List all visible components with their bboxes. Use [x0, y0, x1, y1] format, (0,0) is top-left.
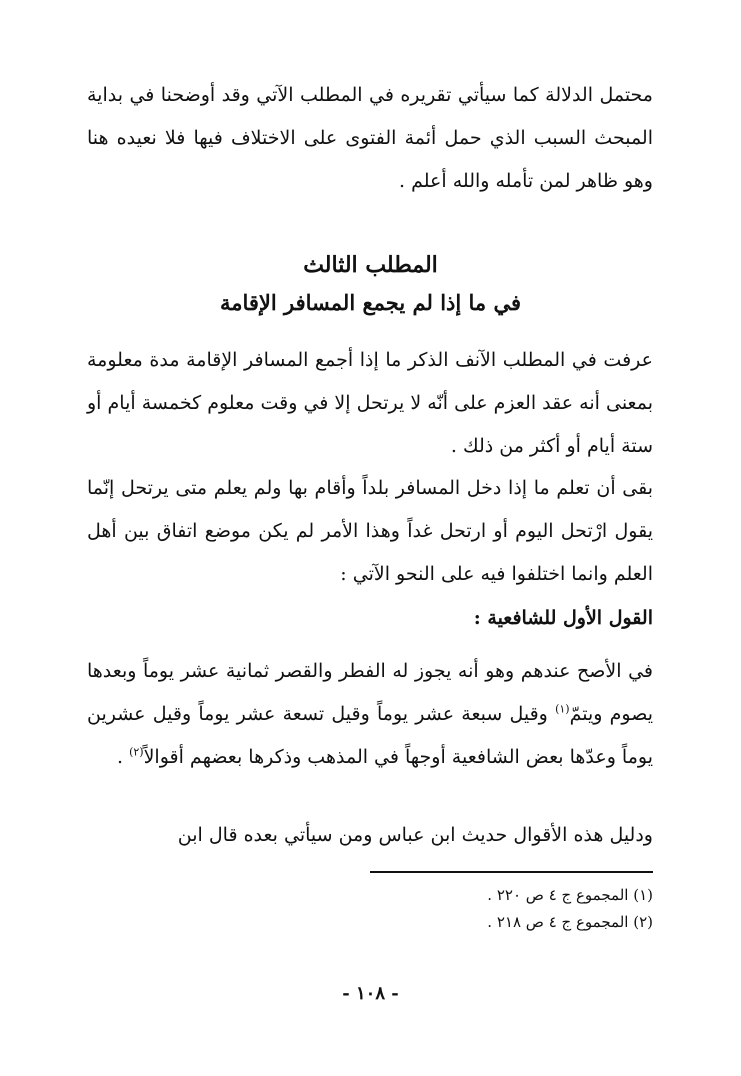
subheading-first-opinion: القول الأول للشافعية : [473, 607, 653, 629]
footnote-1-text: المجموع ج ٤ ص ٢٢٠ . [487, 886, 629, 904]
footnote-2-number: (٢) [633, 913, 653, 931]
footnote-2-text: المجموع ج ٤ ص ٢١٨ . [487, 913, 629, 931]
section-title: المطلب الثالث [303, 252, 438, 278]
paragraph-recap: عرفت في المطلب الآنف الذكر ما إذا أجمع المسافر الإقامة مدة معلومة بمعنى أنه عقد العزم على أنّه لا يرتحل إلا في وقت معلوم كخمسة أيام أو ستة أيام أو أكثر من ذلك . [87, 349, 653, 457]
paragraph-question: بقى أن تعلم ما إذا دخل المسافر بلداً وأقام بها ولم يعلم متى يرتحل إنّما يقول ارْتحل اليوم أو ارتحل غداً وهذا الأمر لم يكن موضع اتفاق بين أهل العلم وانما اختلفوا فيه على النحو الآتي : [87, 477, 653, 585]
section-subtitle: في ما إذا لم يجمع المسافر الإقامة [219, 290, 522, 315]
footnote-separator [370, 871, 653, 873]
paragraph-shafii-end: . [116, 746, 124, 768]
footnote-2 [487, 913, 653, 931]
paragraph-shafii-opinion [87, 650, 653, 779]
paragraph-shafii-part-2: وقيل سبعة عشر يوماً وقيل تسعة عشر يوماً وقيل عشرين يوماً وعدّها بعض الشافعية أوجهاً في المذهب وذكرها بعضهم أقوالاً [87, 703, 653, 768]
paragraph-intro: محتمل الدلالة كما سيأتي تقريره في المطلب الآتي وقد أوضحنا في بداية المبحث السبب الذي حمل أئمة الفتوى على الاختلاف فيها فلا نعيده هنا وهو ظاهر لمن تأمله والله أعلم . [87, 84, 653, 192]
footnote-ref-1[interactable]: (١) [555, 702, 570, 716]
footnote-ref-2[interactable]: (٢) [129, 745, 144, 759]
page-number: - ١٠٨ - [342, 983, 399, 1004]
paragraph-evidence: ودليل هذه الأقوال حديث ابن عباس ومن سيأتي بعده قال ابن [177, 824, 653, 846]
footnote-1 [487, 886, 653, 904]
footnote-1-number: (١) [633, 886, 653, 904]
paragraph-shafii-part-1: في الأصح عندهم وهو أنه يجوز له الفطر والقصر ثمانية عشر يوماً وبعدها يصوم ويتمّ [87, 660, 653, 725]
